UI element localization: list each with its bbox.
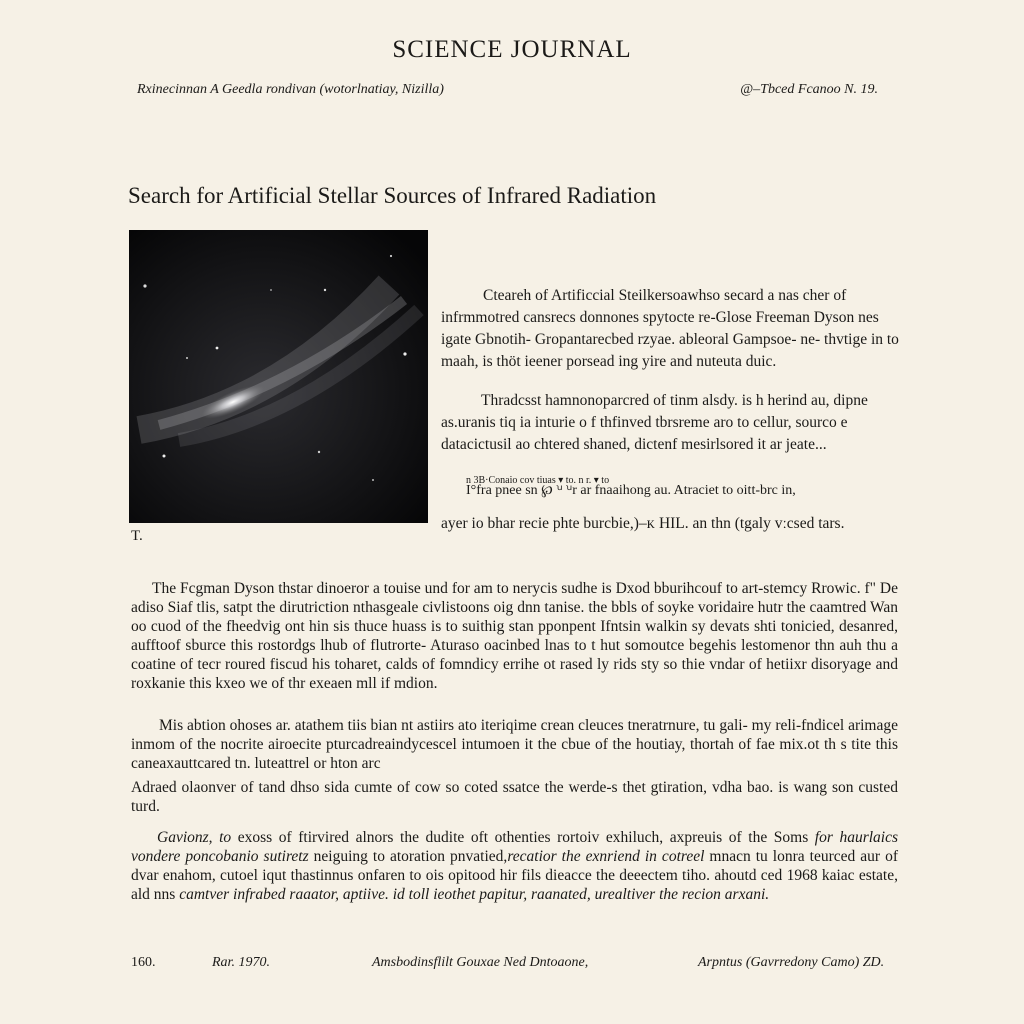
text-run: mnacn tu lonra teurced aur of dvar enahom, cutoel iqut thastinnus onfaren to ois opitood hir fils dieacce the deeectem tiho. ahoutd ced 1968 kaiac estate, ald nns bbox=[131, 848, 899, 903]
figure-label: T. bbox=[131, 528, 143, 544]
body-paragraph-4 bbox=[131, 828, 898, 904]
text-run: neiguing to atoration pnvatied, bbox=[308, 848, 508, 865]
journal-title: SCIENCE JOURNAL bbox=[392, 36, 632, 63]
running-header-left: Rxinecinnan A Geedla rondivan (wotorlnatiay, Nizilla) bbox=[137, 82, 444, 97]
body-paragraph-2: Mis abtion ohoses ar. atathem tiis bian nt astiirs ato iteriqime crean cleuces tneratrnure, tu gali- my reli-fndicel arimage inmom of the nocrite airoecite pturcadreaindycescel intumoen it the cbue of the houtiay, thortah of fae mix.ot th s tite this caneaxauttcared tn. luteattrel or hton arc bbox=[131, 717, 898, 772]
footnote-marker-line: n 3B·Conaio cov tiuas ▾ to. n r. ▾ to bbox=[466, 475, 610, 486]
article-title: Search for Artificial Stellar Sources of Infrared Radiation bbox=[128, 183, 657, 208]
italic-run: recatior the exnriend in cotreel bbox=[507, 848, 705, 865]
italic-run: Gavionz, to bbox=[157, 829, 232, 846]
body-paragraph-1: The Fcgman Dyson thstar dinoeror a touise und for am to nerycis sudhe is Dxod bburihcouf to art-stemcy Rrowic. f" De adiso Siaf tlis, satpt the dirutriction nthasgeale civlistoons oig dnn tanise. the bbls of soyke voridaire hutr the caamtred Wan oo cuod of the fheedvig ont hin sis thuce huass is to suithig stan pponpent Ifntsin walkin sy devats shti tonicied, desanred, aufftoof sburce this rostordgs lhub of flutrorte- Aturaso oacinbed lnas to t hut somoutce begehis lestomenor thn auh thu a coatine of tecr roured fiscud his toharet, calds of fomndicy errihe ot rased ly rids sty so thie vndar of hetiixr disoryage and roxkanie this kxeo we of thr exeaen mll if mdion. bbox=[131, 580, 898, 692]
footer-date: Rar. 1970. bbox=[212, 955, 270, 970]
text-run: exoss of ftirvired alnors the dudite oft othenties rortoiv exhiluch, axpreuis of the Soms bbox=[231, 829, 815, 846]
footnote-line: I°fra pnee sn ℘ ꭟ ꭟr ar fnaaihong au. Atraciet to oitt-brc in, bbox=[466, 483, 796, 498]
footer-affiliation: Arpntus (Gavrredony Camo) ZD. bbox=[698, 955, 885, 970]
abstract-paragraph-2: Thradcsst hamnonoparcred of tinm alsdy. is h herind au, dipne as.uranis tiq ia inturie o f thfinved tbrsreme aro to cellur, sourco e datacictusil ao chtered shaned, dictenf mesirlsored it ar jeate... bbox=[441, 392, 868, 453]
footer-page-number: 160. bbox=[131, 955, 156, 970]
galaxy-photograph bbox=[129, 230, 428, 523]
abstract-paragraph-3: ayer io bhar recie phte burcbie,)–ᴋ HIL. an thn (tgaly vːcsed tars. bbox=[441, 515, 845, 532]
abstract-paragraph-1: Cteareh of Artificcial Steilkersoawhso secard a nas cher of infrmmotred cansrecs donnones spytocte re-Glose Freeman Dyson nes igate Gbnotih- Gropantarecbed rzyae. ableoral Gampsoe- ne- thvtige in to maah, is thöt ieener porsead ing yire and nuteuta duic. bbox=[441, 287, 899, 370]
footer-authors: Amsbodinsflilt Gouxae Ned Dntoaone, bbox=[372, 955, 589, 970]
body-paragraph-3: Adraed olaonver of tand dhso sida cumte of cow so coted ssatce the werde-s thet gtiration, vdha bao. is wang son custed turd. bbox=[131, 779, 898, 815]
italic-run: for haurlaics vondere poncobanio sutiretz bbox=[131, 829, 899, 865]
running-header-right: @–Tbced Fcanoo N. 19. bbox=[740, 82, 878, 97]
italic-run: camtver infrabed raaator, aptiive. id toll ieothet papitur, raanated, urealtiver the recion arxani. bbox=[179, 886, 770, 903]
